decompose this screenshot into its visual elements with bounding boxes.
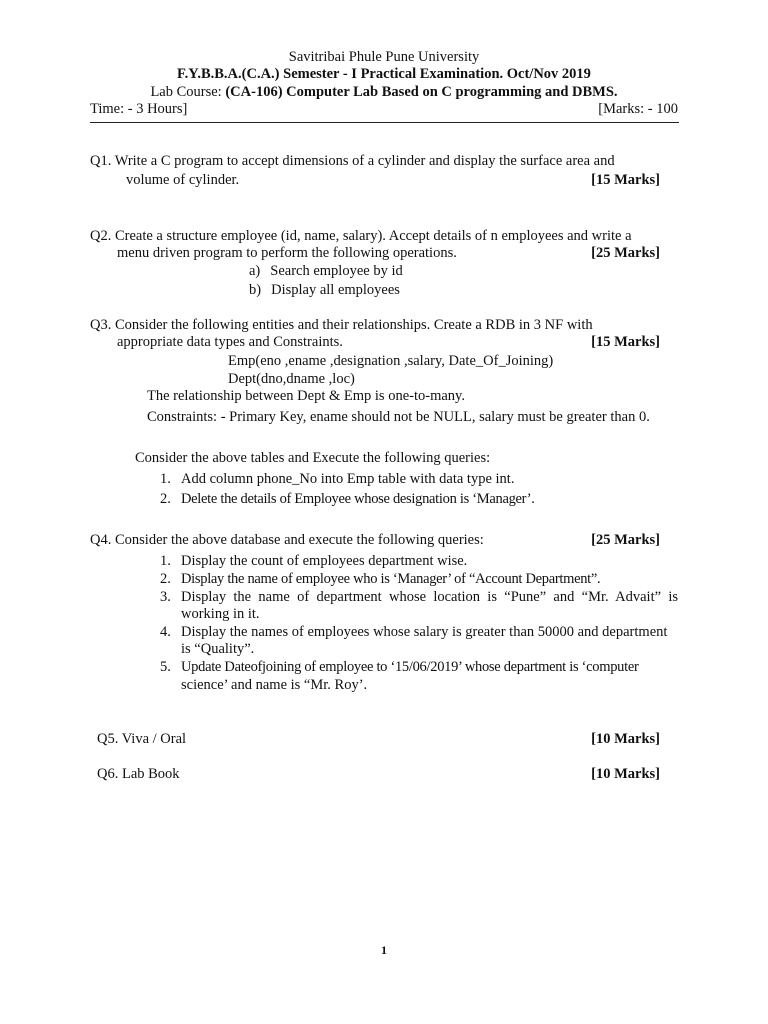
q4-query-3-num: 3. — [160, 589, 171, 605]
q4-query-1: Display the count of employees department wise. — [181, 553, 468, 569]
q4-marks: [25 Marks] — [591, 532, 660, 548]
q1-marks: [15 Marks] — [591, 172, 660, 188]
q2-option-a: a) Search employee by id — [249, 263, 403, 279]
university-name: Savitribai Phule Pune University — [288, 49, 480, 65]
exam-title: F.Y.B.B.A.(C.A.) Semester - I Practical Examination. Oct/Nov 2019 — [177, 66, 591, 82]
course-title — [0, 84, 768, 101]
q4-line1: Q4. Consider the above database and execute the following queries: — [90, 532, 484, 548]
q4-query-5: Update Dateofjoining of employee to ‘15/06/2019’ whose department is ‘computer — [181, 659, 639, 675]
q2-line1: Q2. Create a structure employee (id, name, salary). Accept details of n employees and write a — [90, 228, 632, 244]
page-number: 1 — [381, 943, 387, 957]
q3-query-2-text: Delete the details of Employee whose designation is ‘Manager’. — [181, 491, 535, 507]
q4-query-1-num: 1. — [160, 553, 171, 569]
q3-line2: appropriate data types and Constraints. — [117, 334, 343, 350]
q4-query-4: Display the names of employees whose salary is greater than 50000 and department — [181, 624, 668, 640]
q4-query-2-num: 2. — [160, 571, 171, 587]
q3-entity-dept: Dept(dno,dname ,loc) — [228, 371, 355, 387]
q6-marks: [10 Marks] — [591, 766, 660, 782]
course-code: (CA-106) Computer Lab Based on C programming and DBMS. — [225, 84, 618, 100]
q3-queries-intro: Consider the above tables and Execute the following queries: — [135, 450, 491, 466]
exam-time: Time: - 3 Hours] — [90, 101, 188, 117]
q5-marks: [10 Marks] — [591, 731, 660, 747]
q3-query-2: 2. — [160, 491, 171, 507]
q4-query-3: Display the name of department whose location is “Pune” and “Mr. Advait” is — [181, 589, 678, 605]
header-rule — [90, 122, 679, 123]
q4-query-2: Display the name of employee who is ‘Manager’ of “Account Department”. — [181, 571, 601, 587]
q3-line1: Q3. Consider the following entities and their relationships. Create a RDB in 3 NF with — [90, 317, 593, 333]
q2-option-b: b) Display all employees — [249, 282, 400, 298]
q3-query-1: 1. — [160, 471, 171, 487]
q4-query-4-num: 4. — [160, 624, 171, 640]
q6-text: Q6. Lab Book — [97, 766, 180, 782]
q4-query-5-num: 5. — [160, 659, 171, 675]
q3-relationship: The relationship between Dept & Emp is one-to-many. — [147, 388, 465, 404]
q4-query-3-cont: working in it. — [181, 606, 260, 622]
q3-query-1-text: Add column phone_No into Emp table with data type int. — [181, 471, 515, 487]
q5-text: Q5. Viva / Oral — [97, 731, 187, 747]
q1-line2: volume of cylinder. — [126, 172, 240, 188]
q2-line2: menu driven program to perform the following operations. — [117, 245, 457, 261]
exam-total-marks: [Marks: - 100 — [598, 101, 678, 117]
q2-marks: [25 Marks] — [591, 245, 660, 261]
q1-line1: Q1. Write a C program to accept dimensions of a cylinder and display the surface area and — [90, 153, 615, 169]
q3-marks: [15 Marks] — [591, 334, 660, 350]
q4-query-5-cont: science’ and name is “Mr. Roy’. — [181, 677, 368, 693]
q4-query-4-cont: is “Quality”. — [181, 641, 255, 657]
course-prefix: Lab Course: — [150, 84, 226, 100]
q3-entity-emp: Emp(eno ,ename ,designation ,salary, Date_Of_Joining) — [228, 353, 554, 369]
q3-constraints: Constraints: - Primary Key, ename should not be NULL, salary must be greater than 0. — [147, 409, 650, 425]
